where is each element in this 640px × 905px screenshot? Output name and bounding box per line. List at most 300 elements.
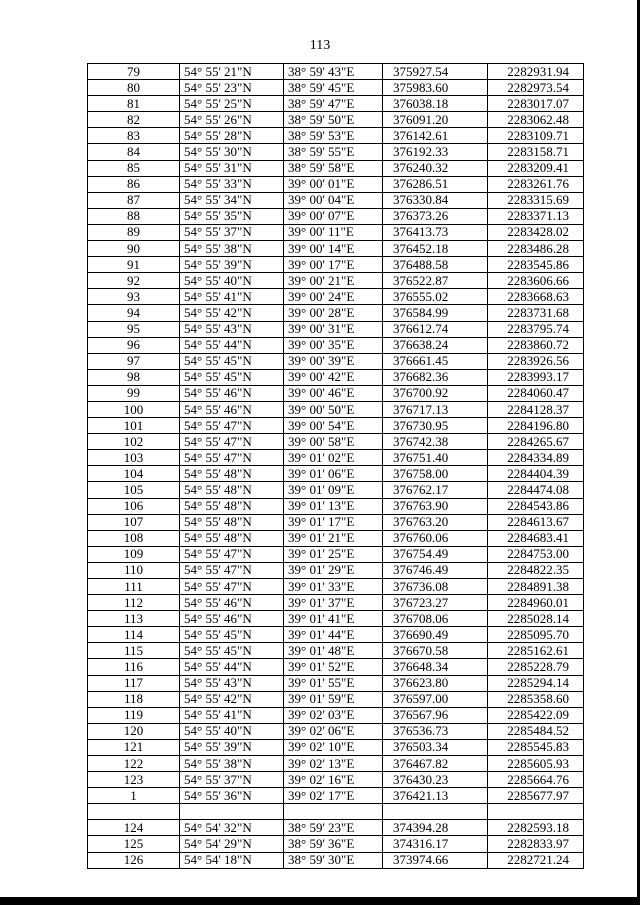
y-coordinate-cell: 2283731.68 — [488, 305, 584, 321]
latitude-cell: 54° 55' 48"N — [180, 530, 284, 546]
longitude-cell: 39° 01' 13"E — [284, 498, 383, 514]
y-coordinate-cell: 2285228.79 — [488, 659, 584, 675]
point-number-cell: 1 — [88, 788, 180, 804]
y-coordinate-cell: 2285358.60 — [488, 691, 584, 707]
latitude-cell: 54° 55' 26"N — [180, 112, 284, 128]
x-coordinate-cell: 376754.49 — [383, 546, 488, 562]
x-coordinate-cell: 373974.66 — [383, 852, 488, 868]
table-row — [88, 707, 584, 723]
longitude-cell: 39° 01' 29"E — [284, 562, 383, 578]
table-row — [88, 208, 584, 224]
latitude-cell: 54° 55' 48"N — [180, 482, 284, 498]
longitude-cell: 39° 00' 42"E — [284, 369, 383, 385]
latitude-cell: 54° 55' 30"N — [180, 144, 284, 160]
longitude-cell: 39° 00' 39"E — [284, 353, 383, 369]
longitude-cell: 39° 01' 44"E — [284, 627, 383, 643]
x-coordinate-cell: 376746.49 — [383, 562, 488, 578]
longitude-cell: 39° 01' 21"E — [284, 530, 383, 546]
x-coordinate-cell: 376584.99 — [383, 305, 488, 321]
table-row — [88, 836, 584, 852]
table-row — [88, 772, 584, 788]
latitude-cell: 54° 55' 34"N — [180, 192, 284, 208]
longitude-cell: 39° 02' 17"E — [284, 788, 383, 804]
latitude-cell: 54° 55' 44"N — [180, 337, 284, 353]
longitude-cell: 38° 59' 23"E — [284, 820, 383, 836]
x-coordinate-cell: 374316.17 — [383, 836, 488, 852]
table-row — [88, 80, 584, 96]
y-coordinate-cell: 2283795.74 — [488, 321, 584, 337]
latitude-cell: 54° 55' 43"N — [180, 675, 284, 691]
table-row — [88, 723, 584, 739]
table-row — [88, 64, 584, 80]
coordinates-table-body — [88, 64, 584, 869]
longitude-cell: 39° 00' 14"E — [284, 241, 383, 257]
point-number-cell: 84 — [88, 144, 180, 160]
point-number-cell: 118 — [88, 691, 180, 707]
longitude-cell: 39° 00' 17"E — [284, 257, 383, 273]
point-number-cell: 99 — [88, 385, 180, 401]
x-coordinate-cell: 376612.74 — [383, 321, 488, 337]
latitude-cell: 54° 55' 47"N — [180, 579, 284, 595]
x-coordinate-cell: 376421.13 — [383, 788, 488, 804]
y-coordinate-cell — [488, 804, 584, 820]
y-coordinate-cell: 2283109.71 — [488, 128, 584, 144]
x-coordinate-cell: 376763.20 — [383, 514, 488, 530]
point-number-cell — [88, 804, 180, 820]
point-number-cell: 89 — [88, 224, 180, 240]
x-coordinate-cell: 376670.58 — [383, 643, 488, 659]
x-coordinate-cell — [383, 804, 488, 820]
y-coordinate-cell: 2285294.14 — [488, 675, 584, 691]
latitude-cell: 54° 55' 45"N — [180, 353, 284, 369]
x-coordinate-cell: 376751.40 — [383, 450, 488, 466]
y-coordinate-cell: 2285422.09 — [488, 707, 584, 723]
latitude-cell: 54° 55' 45"N — [180, 369, 284, 385]
longitude-cell: 39° 00' 04"E — [284, 192, 383, 208]
longitude-cell — [284, 804, 383, 820]
table-row — [88, 659, 584, 675]
point-number-cell: 121 — [88, 739, 180, 755]
table-row — [88, 224, 584, 240]
latitude-cell: 54° 55' 47"N — [180, 434, 284, 450]
longitude-cell: 39° 00' 24"E — [284, 289, 383, 305]
longitude-cell: 39° 02' 06"E — [284, 723, 383, 739]
point-number-cell: 111 — [88, 579, 180, 595]
latitude-cell: 54° 55' 41"N — [180, 289, 284, 305]
point-number-cell: 92 — [88, 273, 180, 289]
x-coordinate-cell: 375927.54 — [383, 64, 488, 80]
point-number-cell: 105 — [88, 482, 180, 498]
longitude-cell: 39° 01' 02"E — [284, 450, 383, 466]
table-row — [88, 160, 584, 176]
latitude-cell: 54° 54' 18"N — [180, 852, 284, 868]
longitude-cell: 38° 59' 58"E — [284, 160, 383, 176]
y-coordinate-cell: 2283158.71 — [488, 144, 584, 160]
point-number-cell: 81 — [88, 96, 180, 112]
longitude-cell: 39° 01' 09"E — [284, 482, 383, 498]
y-coordinate-cell: 2285605.93 — [488, 756, 584, 772]
longitude-cell: 39° 00' 21"E — [284, 273, 383, 289]
longitude-cell: 38° 59' 47"E — [284, 96, 383, 112]
longitude-cell: 38° 59' 30"E — [284, 852, 383, 868]
y-coordinate-cell: 2283860.72 — [488, 337, 584, 353]
table-row — [88, 739, 584, 755]
x-coordinate-cell: 376638.24 — [383, 337, 488, 353]
coordinates-table — [87, 63, 584, 869]
point-number-cell: 88 — [88, 208, 180, 224]
point-number-cell: 95 — [88, 321, 180, 337]
latitude-cell: 54° 55' 33"N — [180, 176, 284, 192]
x-coordinate-cell: 376648.34 — [383, 659, 488, 675]
longitude-cell: 39° 01' 55"E — [284, 675, 383, 691]
longitude-cell: 39° 01' 41"E — [284, 611, 383, 627]
table-row — [88, 530, 584, 546]
longitude-cell: 39° 02' 10"E — [284, 739, 383, 755]
latitude-cell: 54° 55' 41"N — [180, 707, 284, 723]
table-row — [88, 643, 584, 659]
x-coordinate-cell: 376742.38 — [383, 434, 488, 450]
table-row — [88, 482, 584, 498]
latitude-cell: 54° 55' 35"N — [180, 208, 284, 224]
y-coordinate-cell: 2283062.48 — [488, 112, 584, 128]
table-row — [88, 691, 584, 707]
point-number-cell: 94 — [88, 305, 180, 321]
longitude-cell: 39° 01' 59"E — [284, 691, 383, 707]
point-number-cell: 90 — [88, 241, 180, 257]
y-coordinate-cell: 2284128.37 — [488, 401, 584, 417]
latitude-cell: 54° 55' 23"N — [180, 80, 284, 96]
latitude-cell: 54° 55' 47"N — [180, 450, 284, 466]
longitude-cell: 38° 59' 45"E — [284, 80, 383, 96]
point-number-cell: 123 — [88, 772, 180, 788]
x-coordinate-cell: 376373.26 — [383, 208, 488, 224]
table-row — [88, 337, 584, 353]
point-number-cell: 85 — [88, 160, 180, 176]
table-row — [88, 562, 584, 578]
point-number-cell: 106 — [88, 498, 180, 514]
point-number-cell: 104 — [88, 466, 180, 482]
x-coordinate-cell: 376690.49 — [383, 627, 488, 643]
x-coordinate-cell: 376760.06 — [383, 530, 488, 546]
point-number-cell: 91 — [88, 257, 180, 273]
longitude-cell: 39° 02' 16"E — [284, 772, 383, 788]
x-coordinate-cell: 376623.80 — [383, 675, 488, 691]
point-number-cell: 117 — [88, 675, 180, 691]
y-coordinate-cell: 2284474.08 — [488, 482, 584, 498]
longitude-cell: 39° 00' 50"E — [284, 401, 383, 417]
x-coordinate-cell: 376452.18 — [383, 241, 488, 257]
table-row — [88, 273, 584, 289]
longitude-cell: 39° 00' 11"E — [284, 224, 383, 240]
x-coordinate-cell: 376286.51 — [383, 176, 488, 192]
longitude-cell: 39° 00' 35"E — [284, 337, 383, 353]
latitude-cell: 54° 55' 45"N — [180, 643, 284, 659]
latitude-cell: 54° 55' 39"N — [180, 257, 284, 273]
table-row — [88, 466, 584, 482]
table-row — [88, 450, 584, 466]
y-coordinate-cell: 2284822.35 — [488, 562, 584, 578]
y-coordinate-cell: 2282833.97 — [488, 836, 584, 852]
x-coordinate-cell: 376597.00 — [383, 691, 488, 707]
x-coordinate-cell: 376430.23 — [383, 772, 488, 788]
latitude-cell: 54° 55' 28"N — [180, 128, 284, 144]
latitude-cell: 54° 55' 42"N — [180, 305, 284, 321]
point-number-cell: 107 — [88, 514, 180, 530]
longitude-cell: 38° 59' 53"E — [284, 128, 383, 144]
table-row — [88, 675, 584, 691]
longitude-cell: 39° 00' 31"E — [284, 321, 383, 337]
latitude-cell: 54° 54' 32"N — [180, 820, 284, 836]
point-number-cell: 109 — [88, 546, 180, 562]
y-coordinate-cell: 2283545.86 — [488, 257, 584, 273]
y-coordinate-cell: 2283993.17 — [488, 369, 584, 385]
latitude-cell: 54° 55' 46"N — [180, 595, 284, 611]
point-number-cell: 87 — [88, 192, 180, 208]
x-coordinate-cell: 376661.45 — [383, 353, 488, 369]
y-coordinate-cell: 2284543.86 — [488, 498, 584, 514]
latitude-cell: 54° 55' 31"N — [180, 160, 284, 176]
table-row — [88, 96, 584, 112]
y-coordinate-cell: 2285677.97 — [488, 788, 584, 804]
point-number-cell: 82 — [88, 112, 180, 128]
point-number-cell: 125 — [88, 836, 180, 852]
point-number-cell: 124 — [88, 820, 180, 836]
latitude-cell: 54° 55' 46"N — [180, 385, 284, 401]
latitude-cell: 54° 55' 46"N — [180, 611, 284, 627]
table-row — [88, 514, 584, 530]
table-row — [88, 401, 584, 417]
latitude-cell: 54° 55' 47"N — [180, 418, 284, 434]
point-number-cell: 79 — [88, 64, 180, 80]
latitude-cell: 54° 55' 48"N — [180, 498, 284, 514]
x-coordinate-cell: 376717.13 — [383, 401, 488, 417]
longitude-cell: 38° 59' 36"E — [284, 836, 383, 852]
table-row — [88, 546, 584, 562]
x-coordinate-cell: 376555.02 — [383, 289, 488, 305]
point-number-cell: 120 — [88, 723, 180, 739]
longitude-cell: 39° 00' 58"E — [284, 434, 383, 450]
scan-edge-bottom — [0, 897, 640, 905]
x-coordinate-cell: 376763.90 — [383, 498, 488, 514]
y-coordinate-cell: 2285095.70 — [488, 627, 584, 643]
longitude-cell: 39° 02' 03"E — [284, 707, 383, 723]
latitude-cell: 54° 55' 37"N — [180, 772, 284, 788]
latitude-cell: 54° 55' 21"N — [180, 64, 284, 80]
x-coordinate-cell: 376240.32 — [383, 160, 488, 176]
latitude-cell: 54° 55' 43"N — [180, 321, 284, 337]
longitude-cell: 39° 00' 54"E — [284, 418, 383, 434]
point-number-cell: 86 — [88, 176, 180, 192]
point-number-cell: 93 — [88, 289, 180, 305]
table-row — [88, 418, 584, 434]
longitude-cell: 39° 01' 06"E — [284, 466, 383, 482]
point-number-cell: 108 — [88, 530, 180, 546]
point-number-cell: 101 — [88, 418, 180, 434]
y-coordinate-cell: 2283017.07 — [488, 96, 584, 112]
x-coordinate-cell: 376758.00 — [383, 466, 488, 482]
latitude-cell: 54° 54' 29"N — [180, 836, 284, 852]
point-number-cell: 100 — [88, 401, 180, 417]
longitude-cell: 39° 00' 07"E — [284, 208, 383, 224]
table-row — [88, 176, 584, 192]
y-coordinate-cell: 2284060.47 — [488, 385, 584, 401]
latitude-cell: 54° 55' 42"N — [180, 691, 284, 707]
point-number-cell: 83 — [88, 128, 180, 144]
point-number-cell: 97 — [88, 353, 180, 369]
x-coordinate-cell: 376142.61 — [383, 128, 488, 144]
table-row — [88, 144, 584, 160]
y-coordinate-cell: 2285664.76 — [488, 772, 584, 788]
y-coordinate-cell: 2283371.13 — [488, 208, 584, 224]
table-row — [88, 579, 584, 595]
x-coordinate-cell: 376503.34 — [383, 739, 488, 755]
y-coordinate-cell: 2285484.52 — [488, 723, 584, 739]
table-row — [88, 321, 584, 337]
table-row — [88, 369, 584, 385]
latitude-cell: 54° 55' 36"N — [180, 788, 284, 804]
latitude-cell: 54° 55' 40"N — [180, 723, 284, 739]
table-row — [88, 852, 584, 868]
y-coordinate-cell: 2284265.67 — [488, 434, 584, 450]
x-coordinate-cell: 374394.28 — [383, 820, 488, 836]
table-row — [88, 112, 584, 128]
x-coordinate-cell: 376522.87 — [383, 273, 488, 289]
y-coordinate-cell: 2284753.00 — [488, 546, 584, 562]
y-coordinate-cell: 2283926.56 — [488, 353, 584, 369]
x-coordinate-cell: 376413.73 — [383, 224, 488, 240]
longitude-cell: 39° 00' 28"E — [284, 305, 383, 321]
longitude-cell: 39° 01' 33"E — [284, 579, 383, 595]
latitude-cell: 54° 55' 38"N — [180, 756, 284, 772]
latitude-cell: 54° 55' 48"N — [180, 466, 284, 482]
table-row — [88, 305, 584, 321]
table-row — [88, 257, 584, 273]
y-coordinate-cell: 2284960.01 — [488, 595, 584, 611]
table-row — [88, 804, 584, 820]
point-number-cell: 103 — [88, 450, 180, 466]
latitude-cell: 54° 55' 38"N — [180, 241, 284, 257]
table-row — [88, 353, 584, 369]
x-coordinate-cell: 376762.17 — [383, 482, 488, 498]
point-number-cell: 114 — [88, 627, 180, 643]
latitude-cell: 54° 55' 45"N — [180, 627, 284, 643]
y-coordinate-cell: 2284891.38 — [488, 579, 584, 595]
x-coordinate-cell: 376708.06 — [383, 611, 488, 627]
latitude-cell: 54° 55' 37"N — [180, 224, 284, 240]
point-number-cell: 98 — [88, 369, 180, 385]
y-coordinate-cell: 2283668.63 — [488, 289, 584, 305]
table-row — [88, 595, 584, 611]
table-row — [88, 434, 584, 450]
table-row — [88, 241, 584, 257]
latitude-cell: 54° 55' 40"N — [180, 273, 284, 289]
x-coordinate-cell: 375983.60 — [383, 80, 488, 96]
y-coordinate-cell: 2282593.18 — [488, 820, 584, 836]
y-coordinate-cell: 2284404.39 — [488, 466, 584, 482]
latitude-cell: 54° 55' 25"N — [180, 96, 284, 112]
y-coordinate-cell: 2284334.89 — [488, 450, 584, 466]
longitude-cell: 38° 59' 55"E — [284, 144, 383, 160]
latitude-cell: 54° 55' 47"N — [180, 562, 284, 578]
table-row — [88, 192, 584, 208]
table-row — [88, 498, 584, 514]
point-number-cell: 96 — [88, 337, 180, 353]
x-coordinate-cell: 376736.08 — [383, 579, 488, 595]
x-coordinate-cell: 376567.96 — [383, 707, 488, 723]
y-coordinate-cell: 2284683.41 — [488, 530, 584, 546]
x-coordinate-cell: 376723.27 — [383, 595, 488, 611]
x-coordinate-cell: 376730.95 — [383, 418, 488, 434]
point-number-cell: 126 — [88, 852, 180, 868]
x-coordinate-cell: 376091.20 — [383, 112, 488, 128]
y-coordinate-cell: 2282931.94 — [488, 64, 584, 80]
x-coordinate-cell: 376038.18 — [383, 96, 488, 112]
table-row — [88, 385, 584, 401]
y-coordinate-cell: 2283261.76 — [488, 176, 584, 192]
x-coordinate-cell: 376330.84 — [383, 192, 488, 208]
page-number: 113 — [309, 38, 331, 53]
x-coordinate-cell: 376488.58 — [383, 257, 488, 273]
y-coordinate-cell: 2283315.69 — [488, 192, 584, 208]
longitude-cell: 39° 01' 25"E — [284, 546, 383, 562]
latitude-cell: 54° 55' 47"N — [180, 546, 284, 562]
latitude-cell: 54° 55' 39"N — [180, 739, 284, 755]
y-coordinate-cell: 2283486.28 — [488, 241, 584, 257]
y-coordinate-cell: 2282973.54 — [488, 80, 584, 96]
y-coordinate-cell: 2285162.61 — [488, 643, 584, 659]
latitude-cell — [180, 804, 284, 820]
x-coordinate-cell: 376467.82 — [383, 756, 488, 772]
table-row — [88, 820, 584, 836]
point-number-cell: 122 — [88, 756, 180, 772]
latitude-cell: 54° 55' 44"N — [180, 659, 284, 675]
table-row — [88, 756, 584, 772]
table-row — [88, 289, 584, 305]
y-coordinate-cell: 2285545.83 — [488, 739, 584, 755]
x-coordinate-cell: 376700.92 — [383, 385, 488, 401]
y-coordinate-cell: 2283428.02 — [488, 224, 584, 240]
point-number-cell: 119 — [88, 707, 180, 723]
longitude-cell: 39° 01' 37"E — [284, 595, 383, 611]
x-coordinate-cell: 376192.33 — [383, 144, 488, 160]
x-coordinate-cell: 376682.36 — [383, 369, 488, 385]
longitude-cell: 39° 00' 01"E — [284, 176, 383, 192]
longitude-cell: 38° 59' 43"E — [284, 64, 383, 80]
point-number-cell: 80 — [88, 80, 180, 96]
y-coordinate-cell: 2284196.80 — [488, 418, 584, 434]
table-row — [88, 788, 584, 804]
longitude-cell: 38° 59' 50"E — [284, 112, 383, 128]
y-coordinate-cell: 2284613.67 — [488, 514, 584, 530]
y-coordinate-cell: 2283606.66 — [488, 273, 584, 289]
longitude-cell: 39° 01' 48"E — [284, 643, 383, 659]
table-row — [88, 128, 584, 144]
y-coordinate-cell: 2285028.14 — [488, 611, 584, 627]
table-row — [88, 627, 584, 643]
y-coordinate-cell: 2282721.24 — [488, 852, 584, 868]
point-number-cell: 112 — [88, 595, 180, 611]
point-number-cell: 110 — [88, 562, 180, 578]
longitude-cell: 39° 01' 52"E — [284, 659, 383, 675]
longitude-cell: 39° 01' 17"E — [284, 514, 383, 530]
point-number-cell: 116 — [88, 659, 180, 675]
point-number-cell: 113 — [88, 611, 180, 627]
point-number-cell: 115 — [88, 643, 180, 659]
latitude-cell: 54° 55' 46"N — [180, 401, 284, 417]
latitude-cell: 54° 55' 48"N — [180, 514, 284, 530]
table-row — [88, 611, 584, 627]
longitude-cell: 39° 00' 46"E — [284, 385, 383, 401]
